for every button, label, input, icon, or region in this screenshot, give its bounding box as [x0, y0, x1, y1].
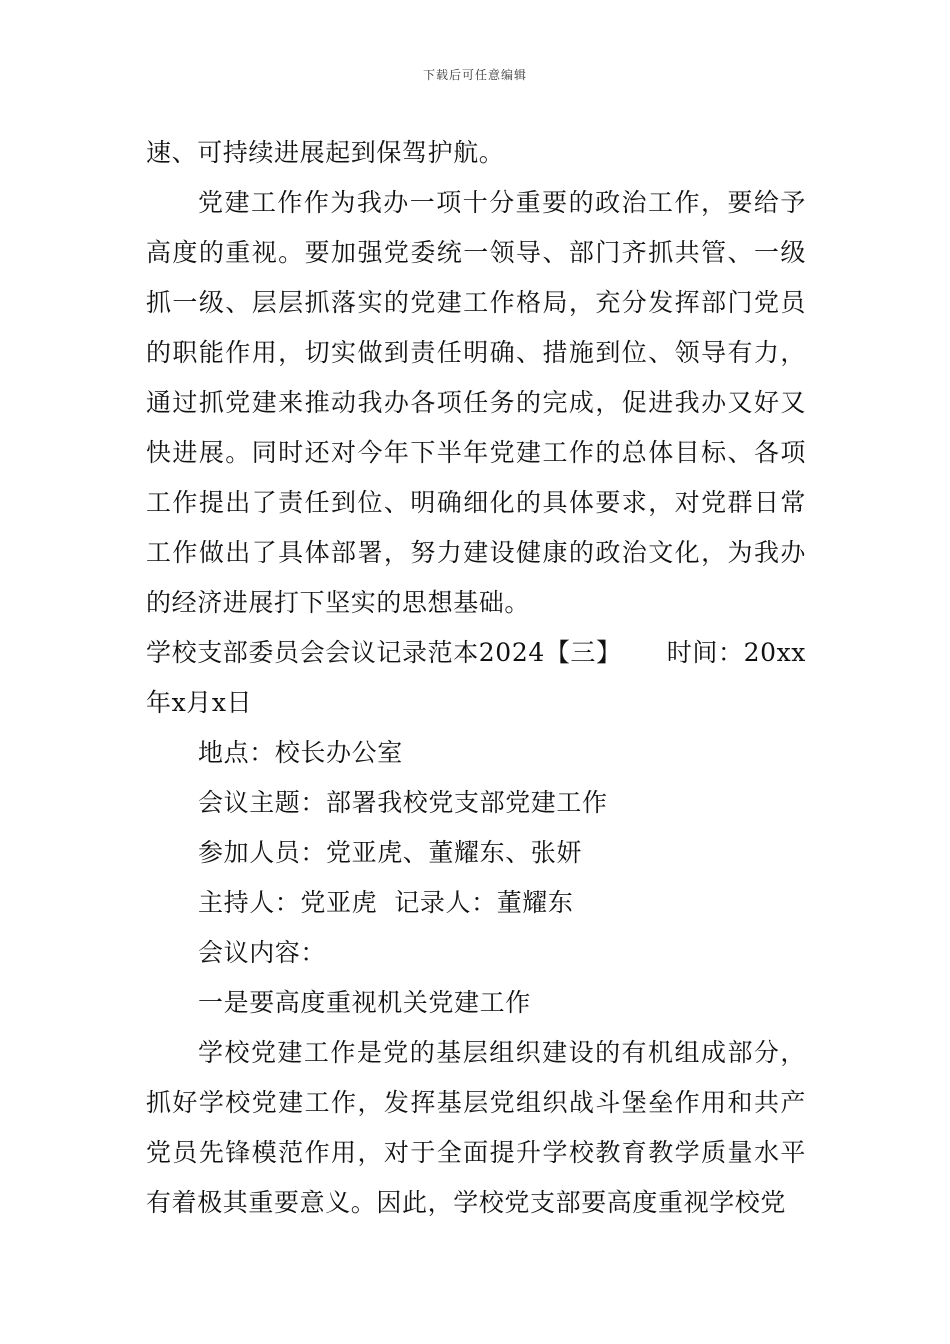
meeting-date: 年x月x日 — [146, 688, 253, 717]
meeting-attendees: 参加人员：党亚虎、董耀东、张妍 — [198, 838, 583, 867]
paragraph-party-building: 党建工作作为我办一项十分重要的政治工作，要给予高度的重视。要加强党委统一领导、部门齐抓共管、一级抓一级、层层抓落实的党建工作格局，充分发挥部门党员的职能作用，切实做到责任明确、措施到位、领导有力，通过抓党建来推动我办各项任务的完成，促进我办又好又快进展。同时还对今年下半年党建工作的总体目标、各项工作提出了责任到位、明确细化的具体要求，对党群日常工作做出了具体部署，努力建设健康的政治文化，为我办的经济进展打下坚实的思想基础。 — [146, 188, 806, 617]
document-body — [146, 128, 806, 1228]
meeting-topic: 会议主题：部署我校党支部党建工作 — [198, 788, 608, 817]
meeting-info — [146, 728, 806, 1028]
section-heading-line — [146, 628, 806, 678]
header-note: 下载后可任意编辑 — [422, 68, 527, 82]
meeting-item-1: 一是要高度重视机关党建工作 — [198, 988, 531, 1017]
meeting-time-label: 时间：20xx — [666, 638, 806, 667]
meeting-host-recorder: 主持人：党亚虎 记录人：董耀东 — [198, 888, 574, 917]
meeting-content-label: 会议内容： — [198, 938, 327, 967]
paragraph-continuation: 速、可持续进展起到保驾护航。 — [146, 138, 505, 167]
section-title: 学校支部委员会会议记录范本2024【三】 — [146, 638, 622, 667]
paragraph-school-party-building: 学校党建工作是党的基层组织建设的有机组成部分，抓好学校党建工作，发挥基层党组织战斗堡垒作用和共产党员先锋模范作用，对于全面提升学校教育教学质量水平有着极其重要意义。因此，学校党支部要高度重视学校党 — [146, 1038, 806, 1217]
meeting-location: 地点：校长办公室 — [198, 738, 403, 767]
